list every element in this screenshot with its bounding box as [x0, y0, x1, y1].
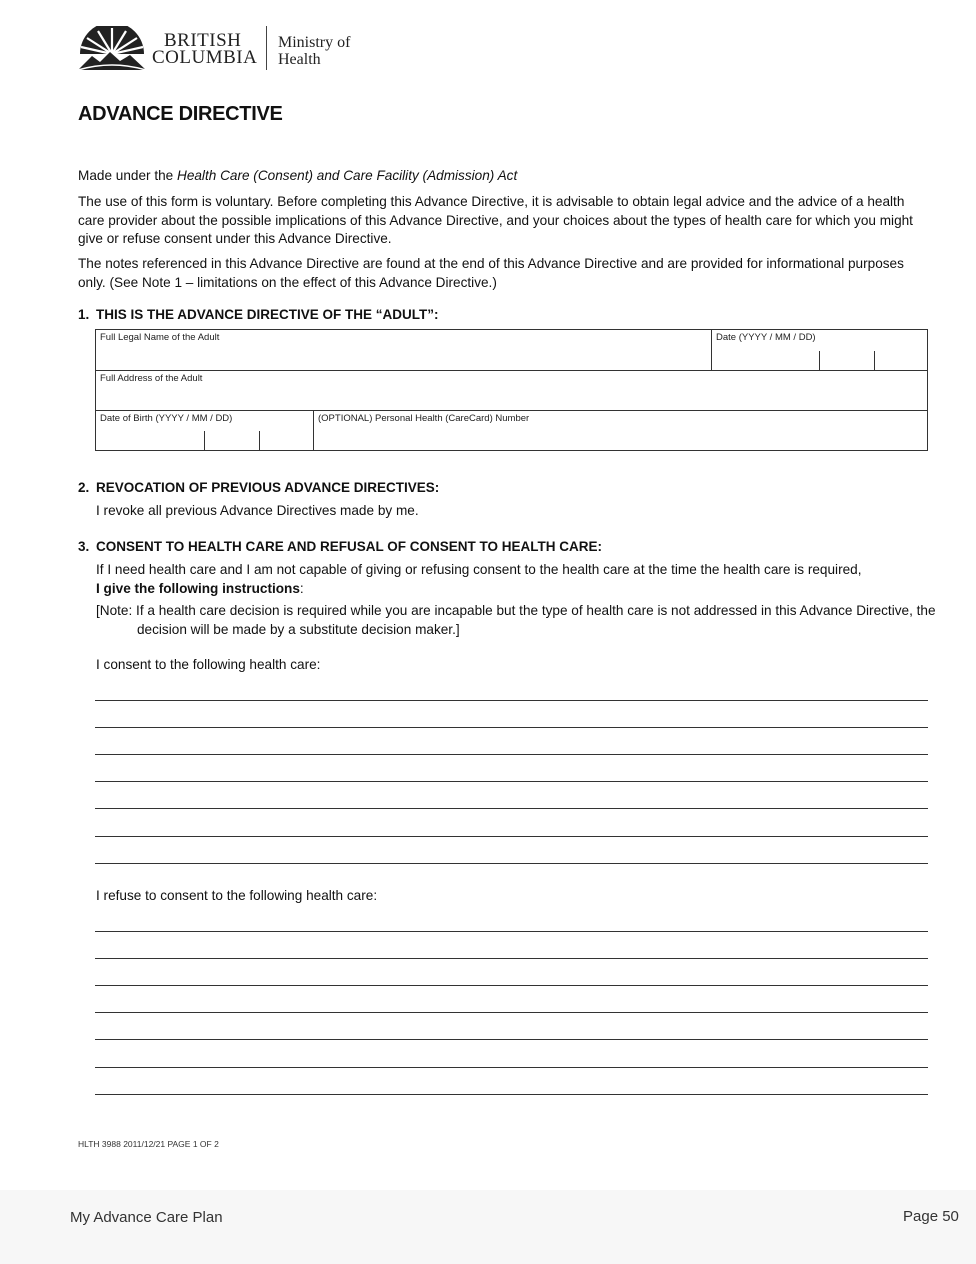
consent-line[interactable]: [95, 700, 928, 701]
address-label: Full Address of the Adult: [100, 373, 203, 384]
logo-line-2: COLUMBIA: [152, 47, 258, 68]
section-2-heading: [78, 480, 439, 495]
table-col-divider: [313, 410, 314, 450]
consent-line[interactable]: [95, 781, 928, 782]
ministry-line-2: Health: [278, 51, 321, 68]
section-1-title: THIS IS THE ADVANCE DIRECTIVE OF THE “ADULT”:: [96, 307, 439, 322]
logo-divider: [266, 26, 267, 70]
act-name: Health Care (Consent) and Care Facility (Admission) Act: [177, 168, 518, 183]
consent-line[interactable]: [95, 754, 928, 755]
date-tick: [874, 351, 875, 370]
consent-line[interactable]: [95, 863, 928, 864]
section-2-title: REVOCATION OF PREVIOUS ADVANCE DIRECTIVES:: [96, 480, 440, 495]
section-2-number: 2.: [78, 480, 90, 495]
consent-line[interactable]: [95, 808, 928, 809]
refuse-line[interactable]: [95, 1039, 928, 1040]
section-3-title: CONSENT TO HEALTH CARE AND REFUSAL OF CONSENT TO HEALTH CARE:: [96, 539, 603, 554]
date-tick: [819, 351, 820, 370]
section-3-number: 3.: [78, 539, 90, 554]
consent-line[interactable]: [95, 727, 928, 728]
refuse-label: I refuse to consent to the following health care:: [96, 888, 378, 903]
refuse-line[interactable]: [95, 1067, 928, 1068]
section-1-heading: [78, 307, 439, 322]
logo-wordmark: [152, 32, 257, 66]
consent-line[interactable]: [95, 836, 928, 837]
full-name-label: Full Legal Name of the Adult: [100, 332, 220, 343]
page-footer: [0, 1190, 976, 1264]
instruction-text: [96, 561, 936, 598]
footer-document-name: My Advance Care Plan: [70, 1209, 223, 1226]
table-row-divider: [96, 410, 927, 411]
logo-line-1: BRITISH: [164, 30, 242, 51]
ministry-line-1: Ministry of: [278, 34, 351, 51]
footer-page-number: Page 50: [903, 1208, 959, 1225]
refuse-line[interactable]: [95, 958, 928, 959]
consent-label: I consent to the following health care:: [96, 657, 321, 672]
refuse-line[interactable]: [95, 1094, 928, 1095]
date-label: Date (YYYY / MM / DD): [716, 332, 816, 343]
phn-label: (OPTIONAL) Personal Health (CareCard) Number: [318, 413, 530, 424]
dob-tick: [259, 431, 260, 450]
bc-logo-icon: [76, 26, 148, 72]
voluntary-text: The use of this form is voluntary. Before completing this Advance Directive, it is advisable to obtain legal advice and the advice of a health care provider about the possible implications of this Advance Directive, and your choices about the types of health care for which you might give or refuse consent under this Advance Directive.: [78, 194, 913, 246]
table-row-divider: [96, 370, 927, 371]
instruction-colon: :: [299, 580, 304, 596]
made-under-prefix: Made under the: [78, 168, 177, 183]
dob-tick: [204, 431, 205, 450]
instruction-bold: I give the following instructions: [96, 580, 300, 596]
made-under-text: [78, 167, 934, 186]
section-3-heading: [78, 539, 602, 554]
notes-text: The notes referenced in this Advance Directive are found at the end of this Advance Directive and are provided for informational purposes only. (See Note 1 – limitations on the effect of this Advance Directive.): [78, 256, 904, 290]
refuse-line[interactable]: [95, 931, 928, 932]
ministry-name: [278, 34, 350, 68]
refuse-line[interactable]: [95, 1012, 928, 1013]
table-col-divider: [711, 330, 712, 370]
revocation-text: I revoke all previous Advance Directives made by me.: [96, 503, 419, 518]
document-title: ADVANCE DIRECTIVE: [78, 103, 283, 125]
instruction-line-1: If I need health care and I am not capable of giving or refusing consent to the health care at the time the health care is required,: [96, 562, 862, 577]
dob-label: Date of Birth (YYYY / MM / DD): [100, 413, 233, 424]
adult-info-table: [95, 329, 928, 451]
form-code: HLTH 3988 2011/12/21 PAGE 1 OF 2: [78, 1139, 219, 1149]
substitute-note: [Note: If a health care decision is required while you are incapable but the type of health care is not addressed in this Advance Directive, the decision will be made by a substitute decision maker.]: [96, 603, 936, 637]
section-1-number: 1.: [78, 307, 90, 322]
refuse-line[interactable]: [95, 985, 928, 986]
